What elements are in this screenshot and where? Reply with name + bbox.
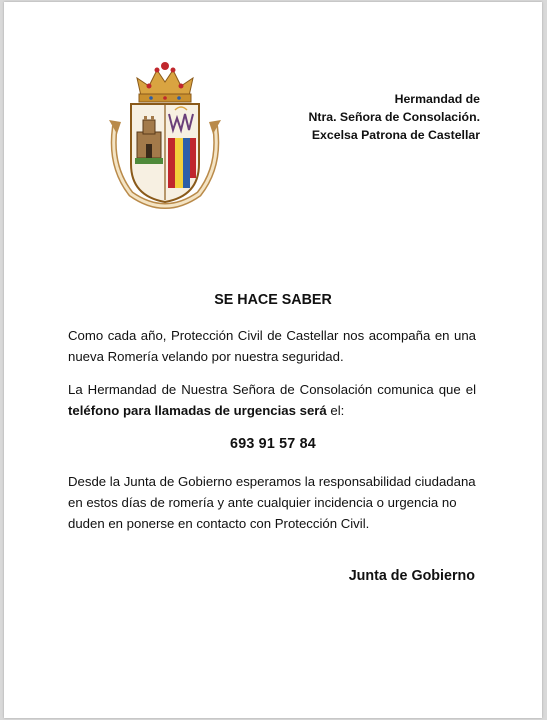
- p2-bold-phone-label: teléfono para llamadas de urgencias: [68, 403, 296, 418]
- coat-of-arms-icon: [105, 56, 225, 214]
- p2-text-start: La Hermandad de Nuestra Señora de Consolación comunica que el: [68, 382, 476, 397]
- crown-icon: [137, 62, 193, 102]
- notice-heading: SE HACE SABER: [214, 292, 332, 308]
- header-line-3: Excelsa Patrona de Castellar: [311, 128, 480, 142]
- signature: Junta de Gobierno: [348, 568, 475, 584]
- p2-text-end: el:: [326, 403, 345, 418]
- emergency-phone-number: 693 91 57 84: [230, 436, 316, 452]
- paragraph-proteccion-civil: Como cada año, Protección Civil de Castellar nos acompaña en una nueva Romería velando por nuestra seguridad.: [68, 328, 476, 364]
- paragraph-junta-request: Desde la Junta de Gobierno esperamos la responsabilidad ciudadana en estos días de romería y ante cualquier incidencia o urgencia no duden en ponerse en contacto con Protección Civil.: [68, 474, 476, 531]
- brotherhood-header: [304, 90, 480, 144]
- header-line-1: Hermandad de: [394, 92, 480, 106]
- p2-bold-sera: será: [299, 403, 327, 418]
- paragraph-phone-announcement: [68, 379, 476, 421]
- header-line-2: Ntra. Señora de Consolación.: [308, 110, 480, 124]
- document-page: [4, 2, 542, 718]
- shield-icon: [131, 104, 199, 202]
